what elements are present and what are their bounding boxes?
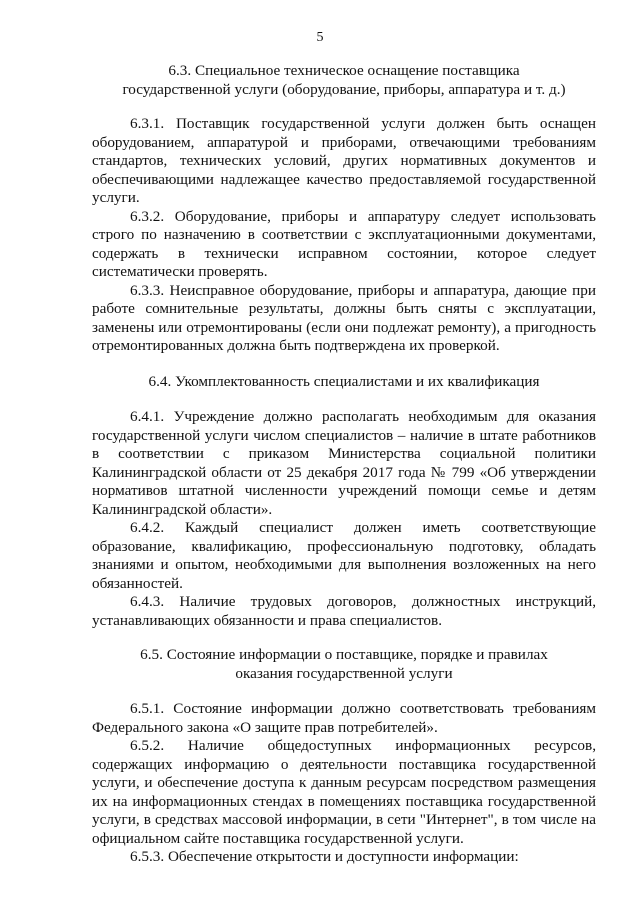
section-heading-6-3 — [92, 62, 596, 99]
heading-line: оказания государственной услуги — [235, 664, 453, 682]
paragraph-6-5-3: 6.5.3. Обеспечение открытости и доступности информации: — [130, 848, 519, 865]
document-body — [92, 62, 596, 867]
paragraph-6-3-3: 6.3.3. Неисправное оборудование, приборы и аппаратура, дающие при работе сомнительные результаты, должны быть сняты с эксплуатации, заменены или отремонтированы (если они подлежат ремонту), а пригодность отремонтированных должна быть подтверждена их проверкой. — [92, 281, 596, 354]
heading-line: 6.5. Состояние информации о поставщике, порядке и правилах — [140, 646, 548, 663]
paragraph-6-4-2: 6.4.2. Каждый специалист должен иметь соответствующие образование, квалификацию, профессиональную подготовку, обладать знаниями и опытом, необходимыми для выполнения возложенных на него обязанностей. — [92, 519, 596, 592]
paragraph-6-3-2: 6.3.2. Оборудование, приборы и аппаратуру следует использовать строго по назначению в соответствии с эксплуатационными документами, содержать в технически исправном состоянии, которое следует систематически проверять. — [92, 207, 596, 280]
paragraph-6-5-2: 6.5.2. Наличие общедоступных информационных ресурсов, содержащих информацию о деятельности поставщика государственной услуги, и обеспечение доступа к данным ресурсам посредством размещения их на информационных стендах в помещениях поставщика государственной услуги, в средствах массовой информации, в сети "Интернет", в том числе на официальном сайте поставщика государственной услуги. — [92, 737, 596, 847]
heading-line: 6.4. Укомплектованность специалистами и их квалификация — [148, 372, 540, 390]
heading-line: 6.3. Специальное техническое оснащение поставщика — [168, 62, 520, 79]
paragraph-6-3-1: 6.3.1. Поставщик государственной услуги должен быть оснащен оборудованием, аппаратурой и приборами, отвечающими требованиям стандартов, технических условий, других нормативных документов и обеспечивающими надлежащее качество предоставляемой государственной услуги. — [92, 115, 596, 206]
section-heading-6-4 — [92, 373, 596, 392]
heading-line: государственной услуги (оборудование, приборы, аппаратура и т. д.) — [122, 80, 566, 98]
section-heading-6-5 — [92, 646, 596, 683]
paragraph-6-4-1: 6.4.1. Учреждение должно располагать необходимым для оказания государственной услуги числом специалистов – наличие в штате работников в соответствии с приказом Министерства социальной политики Калининградской области от 25 декабря 2017 года № 799 «Об утверждении нормативов штатной численности учреждений помощи семье и детям Калининградской области». — [92, 408, 596, 518]
paragraph-6-4-3: 6.4.3. Наличие трудовых договоров, должностных инструкций, устанавливающих обязанности и права специалистов. — [92, 593, 596, 629]
page-number: 5 — [316, 30, 324, 45]
paragraph-6-5-1: 6.5.1. Состояние информации должно соответствовать требованиям Федерального закона «О защите прав потребителей». — [92, 700, 596, 736]
